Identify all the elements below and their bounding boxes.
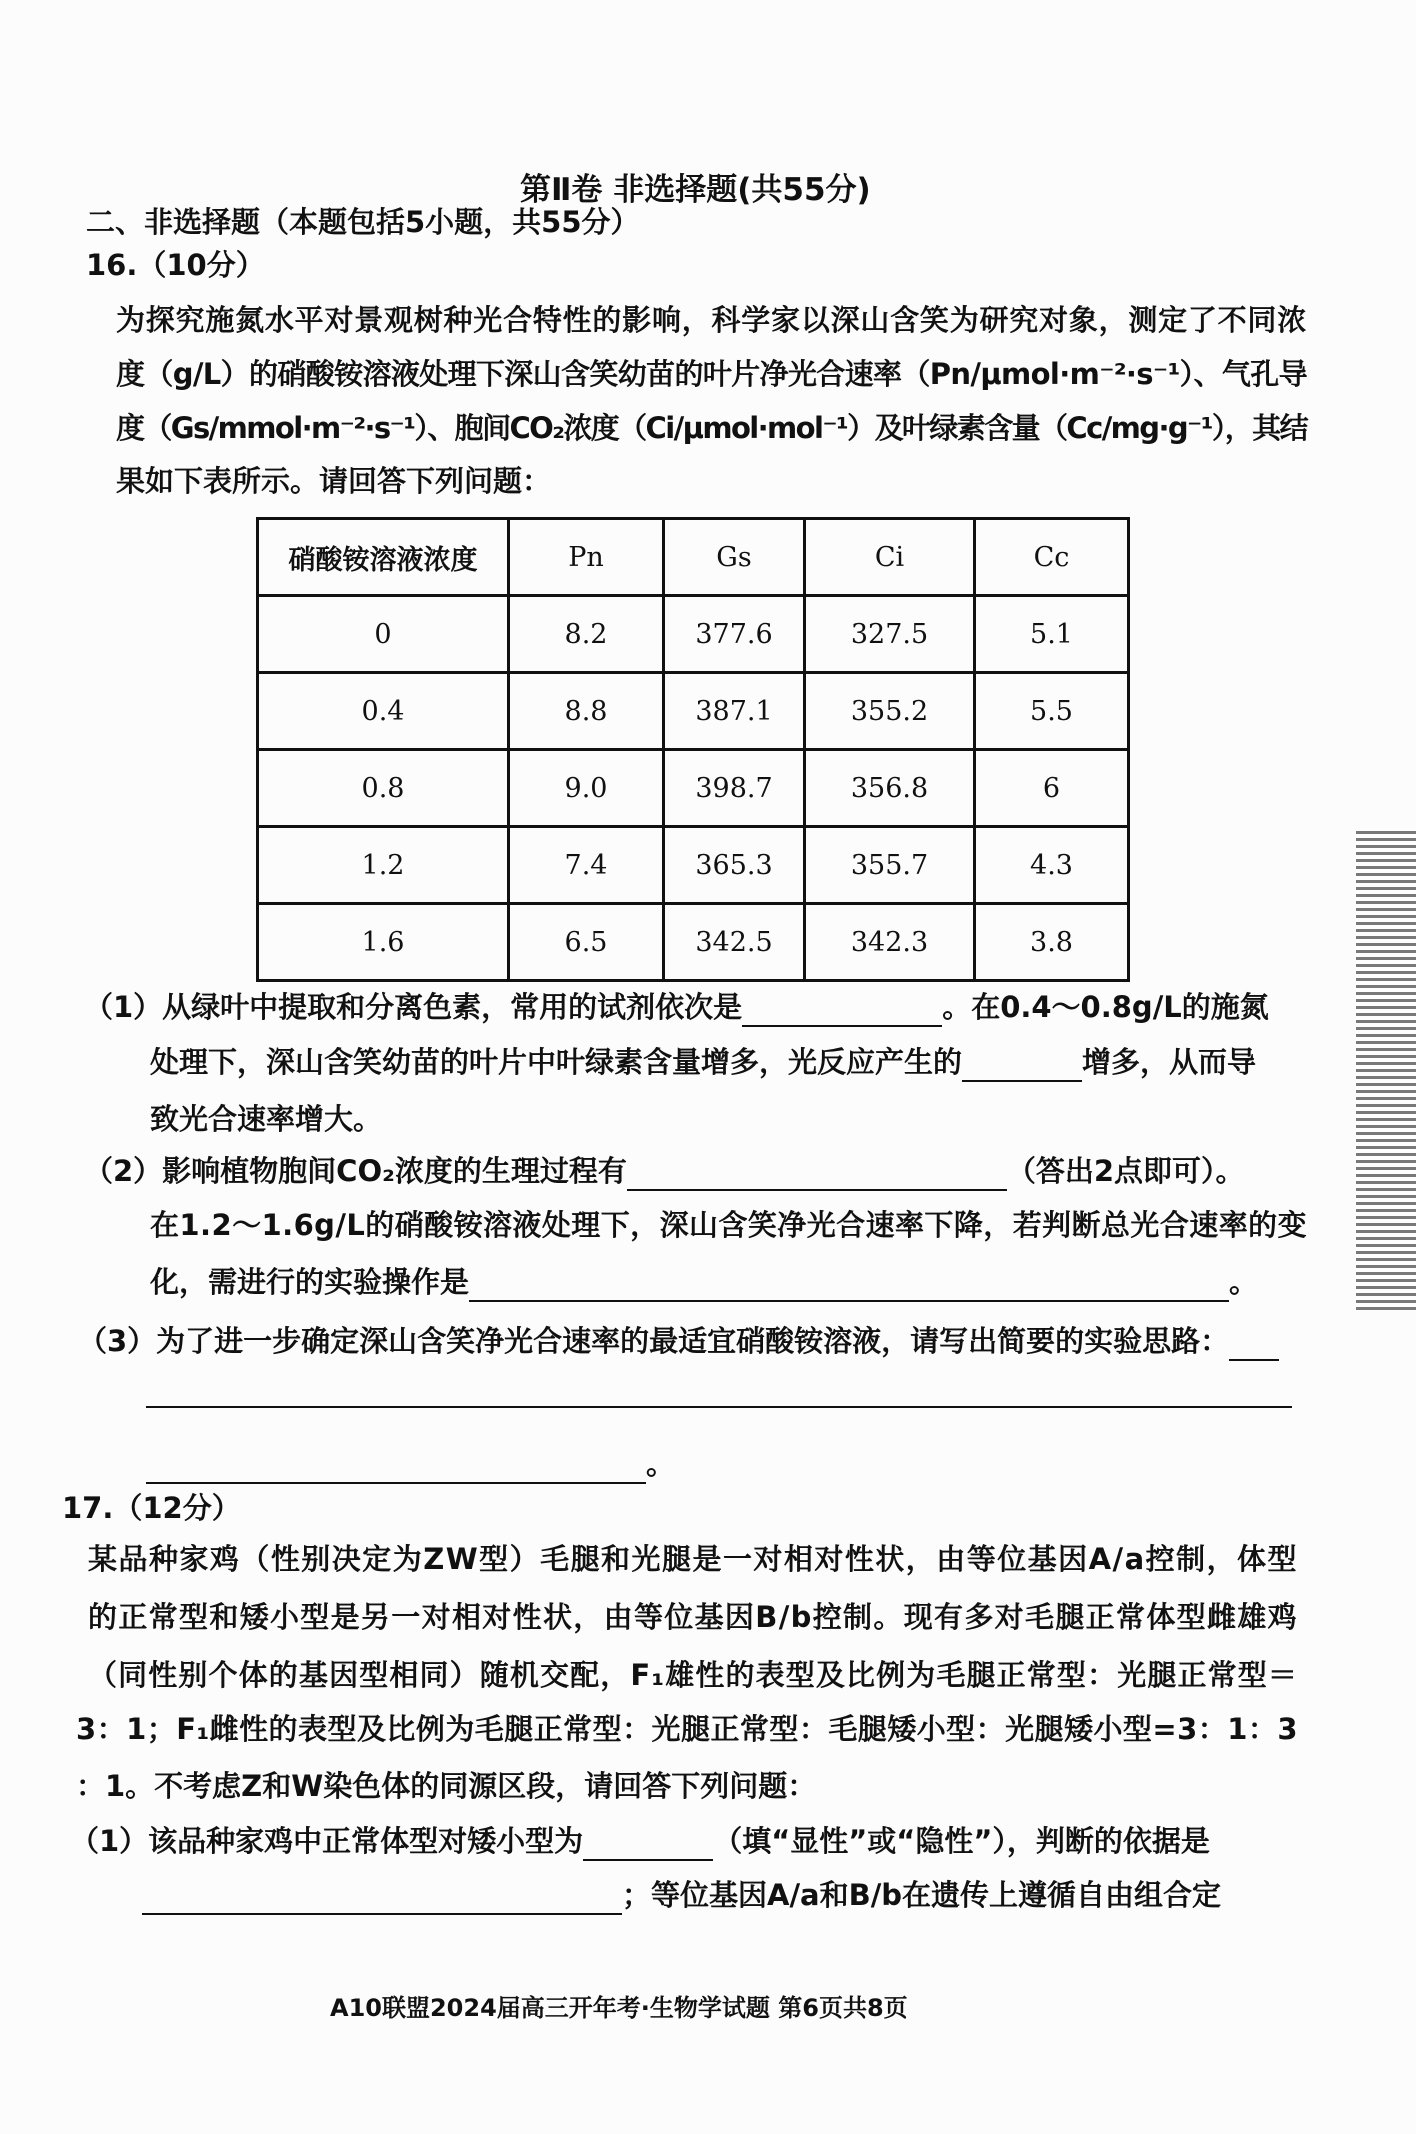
table-cell: 6 [975, 750, 1129, 827]
question-text: ；等位基因A/a和B/b在遗传上遵循自由组合定 [622, 1878, 1222, 1912]
table-header: Cc [975, 519, 1129, 596]
q17-intro-line: 某品种家鸡（性别决定为ZW型）毛腿和光腿是一对相对性状，由等位基因A/a控制，体型 [88, 1542, 1298, 1576]
section-title: 第Ⅱ卷 非选择题(共55分) [520, 172, 871, 208]
table-row [258, 827, 1129, 904]
table-cell: 5.1 [975, 596, 1129, 673]
question-text: 化，需进行的实验操作是 [150, 1265, 470, 1299]
table-cell: 3.8 [975, 904, 1129, 981]
table-cell: 342.3 [805, 904, 975, 981]
table-row [258, 904, 1129, 981]
q16-intro-line: 果如下表所示。请回答下列问题： [116, 464, 552, 498]
table-row [258, 673, 1129, 750]
question-text: （3）为了进一步确定深山含笑净光合速率的最适宜硝酸铵溶液，请写出简要的实验思路： [78, 1324, 1230, 1358]
table-cell: 0.8 [258, 750, 509, 827]
table-cell: 1.2 [258, 827, 509, 904]
answer-blank[interactable] [962, 1052, 1082, 1082]
q17-sub1 [70, 1821, 1210, 1861]
table-cell: 1.6 [258, 904, 509, 981]
answer-blank[interactable] [146, 1454, 646, 1484]
table-header: Ci [805, 519, 975, 596]
table-cell: 0 [258, 596, 509, 673]
question-text: （1）该品种家鸡中正常体型对矮小型为 [70, 1824, 584, 1858]
table-cell: 9.0 [509, 750, 664, 827]
table-cell: 355.2 [805, 673, 975, 750]
q17-number: 17.（12分） [62, 1491, 241, 1525]
table-header: Pn [509, 519, 664, 596]
table-cell: 398.7 [664, 750, 805, 827]
q17-intro-line: 3：1；F₁雌性的表型及比例为毛腿正常型：光腿正常型：毛腿矮小型：光腿矮小型=3：1：3 [76, 1712, 1298, 1746]
table-header-row [258, 519, 1129, 596]
part-heading: 二、非选择题（本题包括5小题，共55分） [86, 205, 640, 239]
table-cell: 387.1 [664, 673, 805, 750]
q16-intro-line: 为探究施氮水平对景观树种光合特性的影响，科学家以深山含笑为研究对象，测定了不同浓 [116, 303, 1307, 337]
answer-blank[interactable] [583, 1831, 713, 1861]
table-cell: 5.5 [975, 673, 1129, 750]
q16-sub2 [84, 1151, 1245, 1191]
table-cell: 355.7 [805, 827, 975, 904]
question-text: 。在0.4～0.8g/L的施氮 [942, 990, 1269, 1024]
table-cell: 327.5 [805, 596, 975, 673]
answer-blank[interactable] [1229, 1331, 1279, 1361]
q16-sub1 [84, 987, 1269, 1027]
table-cell: 0.4 [258, 673, 509, 750]
q16-sub2-end [150, 1262, 1258, 1302]
table-row [258, 596, 1129, 673]
q16-sub1-cont [150, 1042, 1256, 1082]
q16-intro-line: 度（g/L）的硝酸铵溶液处理下深山含笑幼苗的叶片净光合速率（Pn/μmol·m⁻²·s⁻¹）、气孔导 [116, 357, 1307, 391]
binder-clip-artifact [1356, 830, 1416, 1310]
q16-intro-line: 度（Gs/mmol·m⁻²·s⁻¹）、胞间CO₂浓度（Ci/μmol·mol⁻¹）及叶绿素含量（Cc/mg·g⁻¹），其结 [116, 411, 1307, 445]
data-table [256, 517, 1130, 982]
q17-intro-line: 的正常型和矮小型是另一对相对性状，由等位基因B/b控制。现有多对毛腿正常体型雌雄鸡 [88, 1600, 1298, 1634]
q16-sub2-cont: 在1.2～1.6g/L的硝酸铵溶液处理下，深山含笑净光合速率下降，若判断总光合速率的变 [150, 1208, 1307, 1242]
table-cell: 8.8 [509, 673, 664, 750]
table-cell: 356.8 [805, 750, 975, 827]
table-header: Gs [664, 519, 805, 596]
q17-sub1-cont [142, 1875, 1221, 1915]
question-text: 增多，从而导 [1082, 1045, 1257, 1079]
question-text: （1）从绿叶中提取和分离色素，常用的试剂依次是 [84, 990, 743, 1024]
table-header: 硝酸铵溶液浓度 [258, 519, 509, 596]
q17-intro-line: （同性别个体的基因型相同）随机交配，F₁雄性的表型及比例为毛腿正常型：光腿正常型＝ [88, 1658, 1298, 1692]
question-text: 。 [646, 1447, 676, 1481]
question-text: （填“显性”或“隐性”），判断的依据是 [713, 1824, 1210, 1858]
table-cell: 342.5 [664, 904, 805, 981]
table-cell: 365.3 [664, 827, 805, 904]
answer-blank[interactable] [142, 1885, 622, 1915]
q16-number: 16.（10分） [86, 248, 265, 282]
q17-intro-line: ：1。不考虑Z和W染色体的同源区段，请回答下列问题： [76, 1769, 817, 1803]
question-text: （2）影响植物胞间CO₂浓度的生理过程有 [84, 1154, 627, 1188]
table-row [258, 750, 1129, 827]
page-footer: A10联盟2024届高三开年考·生物学试题 第6页共8页 [330, 1994, 908, 2022]
q16-sub3 [78, 1321, 1279, 1361]
answer-line[interactable] [146, 1406, 1292, 1408]
table-cell: 4.3 [975, 827, 1129, 904]
answer-blank[interactable] [469, 1272, 1229, 1302]
table-cell: 6.5 [509, 904, 664, 981]
table-cell: 377.6 [664, 596, 805, 673]
table-cell: 7.4 [509, 827, 664, 904]
q16-sub1-end: 致光合速率增大。 [150, 1102, 383, 1136]
table-cell: 8.2 [509, 596, 664, 673]
question-text: 处理下，深山含笑幼苗的叶片中叶绿素含量增多，光反应产生的 [150, 1045, 963, 1079]
answer-blank[interactable] [627, 1161, 1007, 1191]
answer-blank[interactable] [742, 997, 942, 1027]
question-text: 。 [1229, 1265, 1259, 1299]
question-text: （答出2点即可）。 [1006, 1154, 1245, 1188]
q16-sub3-end [146, 1444, 675, 1484]
